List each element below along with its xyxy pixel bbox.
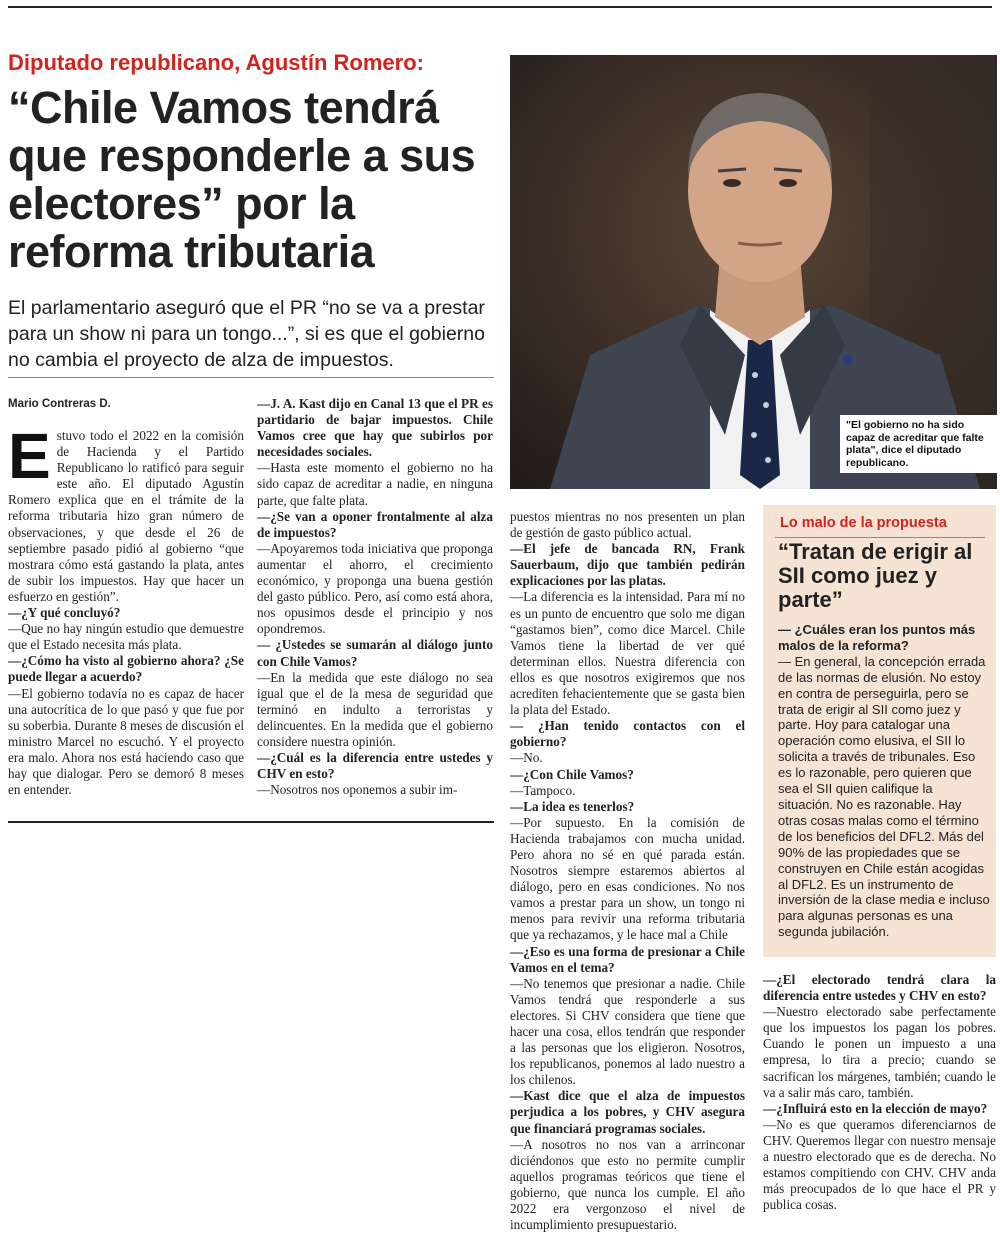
interview-question: —¿Cómo ha visto al gobierno ahora? ¿Se puede llegar a acuerdo? (8, 653, 244, 685)
photo-caption: "El gobierno no ha sido capaz de acreditar que falte plata", dice el diputado republicano. (840, 415, 998, 473)
article-headline: “Chile Vamos tendrá que responderle a sus electores” por la reforma tributaria (8, 82, 476, 277)
interview-answer: —Que no hay ningún estudio que demuestre que el Estado necesita más plata. (8, 621, 244, 653)
interview-answer: —La diferencia es la intensidad. Para mí no es un punto de encuentro que solo me digan “gastamos bien”, como dice Marcel. Chile Vamos tiene la libertad de ver qué determinan ellos. Nuestra diferencia con ellos es que nosotros exigiremos que nos acrediten fehacientemente que se gasta bien la plata del Estado. (510, 589, 745, 718)
sidebar-body (778, 622, 990, 940)
interview-answer: —En la medida que este diálogo no sea igual que el de la mesa de seguridad que terminó en indulto a terroristas y delincuentes. En la medida que el gobierno considere nuestra opinión. (257, 669, 493, 749)
interview-question: —¿Influirá esto en la elección de mayo? (763, 1100, 988, 1116)
interview-answer: —Tampoco. (510, 782, 576, 798)
interview-answer: —Hasta este momento el gobierno no ha sido capaz de acreditar a nadie, en ninguna parte, que falte plata. (257, 460, 493, 508)
top-rule (8, 6, 992, 8)
interview-question: —¿Con Chile Vamos? (510, 766, 634, 782)
sidebar-headline: “Tratan de erigir al SII como juez y parte” (778, 539, 973, 612)
interview-question: — ¿Cuáles eran los puntos más malos de la reforma? (778, 622, 976, 653)
deck-divider (8, 377, 494, 378)
interview-answer: —Apoyaremos toda iniciativa que proponga aumentar el ahorro, el crecimiento económico, y proponga una buena gestión del gasto público. Pero, así como está ahora, nos opusimos desde el principio y nos opondremos. (257, 540, 493, 637)
interview-answer: —Nuestro electorado sabe perfectamente que los impuestos los pagan los pobres. Cuando le ponen un impuesto a una empresa, lo tira a precio; cuando se sacrifican los márgenes, también; cuando le va a salir más caro, también. (763, 1004, 996, 1100)
interview-question: —J. A. Kast dijo en Canal 13 que el PR es partidario de bajar impuestos. Chile Vamos cree que hay que subirlos por necesidades sociales. (257, 396, 493, 460)
bottom-divider (8, 821, 494, 823)
interview-question: —¿Cuál es la diferencia entre ustedes y CHV en esto? (257, 750, 493, 782)
interview-answer: stuvo todo el 2022 en la comisión de Hacienda y el Partido Republicano lo ratificó para seguir este año. El diputado Agustín Romero explica que en el trámite de la reforma tributaria hizo gran número de observaciones, y que desde el 26 de septiembre pasado pidió al gobierno “que mostrara cómo está gastando la plata, antes de subir los impuestos. Hay que hacer un esfuerzo en gestión”. (8, 428, 244, 604)
interview-answer: — En general, la concepción errada de las normas de elusión. No estoy en contra de perseguirla, pero se trata de erigir al SII como juez y parte. Hoy para catalogar una operación como elusiva, el SII lo solicita a través de tribunales. Eso es lo razonable, pero quieren que sea el SII quien califique la situación. No es razonable. Hay otras cosas malas como el término de los beneficios del DFL2. Más del 90% de las propiedades que se construyen en Chile están acogidas al DFL2. Es un instrumento de inversión de la clase media e incluso para algunas personas es una segunda jubilación. (778, 653, 990, 940)
interview-answer: —No. (510, 750, 543, 766)
interview-question: —La idea es tenerlos? (510, 798, 635, 814)
interview-answer: —A nosotros no nos van a arrinconar diciéndonos que esto no permite cumplir aquellos programas teóricos que tiene el gobierno, que nunca los cumple. El año 2022 era vergonzoso el nivel de incumplimiento presupuestario. (510, 1136, 745, 1233)
sidebar-divider (775, 537, 985, 538)
interview-answer: —Nosotros nos oponemos a subir im- (257, 782, 458, 798)
article-column-2 (257, 396, 493, 798)
article-kicker: Diputado republicano, Agustín Romero: (8, 50, 424, 75)
interview-question: —¿Eso es una forma de presionar a Chile Vamos en el tema? (510, 943, 745, 975)
interview-question: —¿Y qué concluyó? (8, 605, 121, 621)
interview-question: —El jefe de bancada RN, Frank Sauerbaum, dijo que también pedirán explicaciones por las platas. (510, 541, 745, 589)
interview-answer: —No es que queramos diferenciarnos de CHV. Queremos llegar con nuestro mensaje a nuestro electorado que es de derecha. No estamos compitiendo con CHV. CHV anda más preocupados de lo que hace el PR y publica cosas. (763, 1116, 996, 1213)
interview-question: —¿Se van a oponer frontalmente al alza de impuestos? (257, 508, 493, 540)
interview-question: —Kast dice que el alza de impuestos perjudica a los pobres, y CHV asegura que financiará programas sociales. (510, 1088, 745, 1136)
article-column-3 (510, 509, 745, 1233)
article-deck: El parlamentario aseguró que el PR “no se va a prestar para un show ni para un tongo...”, si es que el gobierno no cambia el proyecto de alza de impuestos. (8, 297, 485, 371)
interview-answer: —El gobierno todavía no es capaz de hacer una autocrítica de lo que pasó y que fue por su soberbia. Durante 8 meses de discusión el ministro Marcel no escuchó. Y el proyecto era malo. Ahora nos está haciendo caso que hay que dialogar. Pero se demoró 8 meses en entender. (8, 685, 244, 798)
article-column-1 (8, 420, 244, 798)
article-column-4 (763, 972, 996, 1213)
interview-answer: puestos mientras no nos presenten un plan de gestión de gasto público actual. (510, 509, 745, 541)
byline: Mario Contreras D. (8, 398, 111, 410)
interview-question: —¿El electorado tendrá clara la diferencia entre ustedes y CHV en esto? (763, 972, 996, 1004)
interview-answer: —No tenemos que presionar a nadie. Chile Vamos tendrá que responderle a sus electores. Si CHV considera que tiene que hacer una cosa, ellos tendrán que responder a las personas que los eligieron. Nosotros, los republicanos, ponemos al lado nuestro a los chilenos. (510, 975, 745, 1088)
interview-answer: —Por supuesto. En la comisión de Hacienda trabajamos con mucha unidad. Pero ahora no sé en qué parada están. Nosotros siempre estaremos abiertos al diálogo, pero en esas condiciones. No nos vamos a prestar para un show, un tongo ni menos para revivir una reforma tributaria que ya rechazamos, y le hace mal a Chile (510, 814, 745, 943)
drop-cap: E (8, 420, 51, 492)
interview-question: — ¿Han tenido contactos con el gobierno? (510, 718, 745, 750)
sidebar-kicker: Lo malo de la propuesta (780, 515, 947, 531)
interview-question: — ¿Ustedes se sumarán al diálogo junto con Chile Vamos? (257, 637, 493, 669)
